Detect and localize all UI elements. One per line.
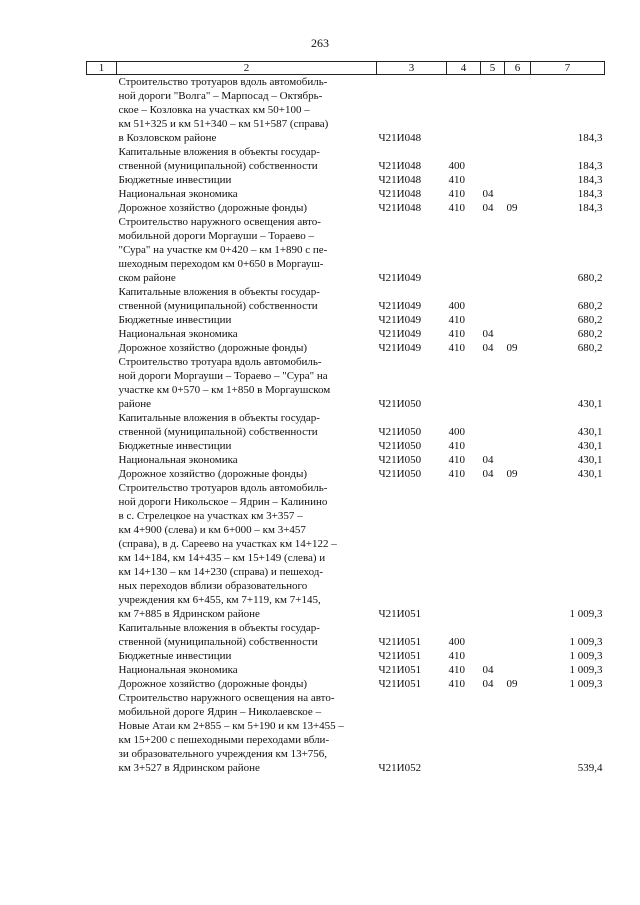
first-cell: [87, 341, 117, 355]
amount: 680,2: [577, 342, 603, 354]
subsection-code: [505, 411, 531, 439]
first-cell: [87, 215, 117, 285]
expense-type: [447, 215, 481, 285]
column-header-1: 1: [87, 62, 117, 75]
item-name: Национальная экономика: [118, 454, 238, 466]
subsection-code: [505, 649, 531, 663]
table-row: [87, 215, 605, 285]
table-row: [87, 173, 605, 187]
amount: 1 009,3: [569, 664, 603, 676]
table-row: [87, 621, 605, 649]
first-cell: [87, 187, 117, 201]
first-cell: [87, 691, 117, 775]
table-row: [87, 327, 605, 341]
amount: 184,3: [577, 202, 603, 214]
subsection-code: 09: [506, 468, 518, 480]
section-code: [481, 649, 505, 663]
section-code: 04: [482, 454, 494, 466]
subsection-code: [505, 481, 531, 621]
table-header-row: [87, 62, 605, 75]
expense-type: 410: [448, 174, 465, 186]
expense-type: 410: [448, 202, 465, 214]
subsection-code: [505, 327, 531, 341]
amount: 184,3: [577, 160, 603, 172]
expense-type: 410: [448, 650, 465, 662]
item-name: Строительство наружного освещения на авто- мобильной дороге Ядрин – Николаевское – Новые Атаи км 2+855 – км 5+190 и км 13+455 – км 15+200 с пешеходными переходами вбли- зи образовательного учреждения км 13+756, км 3+527 в Ядринском районе: [118, 692, 344, 774]
item-name: Строительство тротуаров вдоль автомобиль- ной дороги Никольское – Ядрин – Калинино в с. Стрелецкое на участках км 3+357 – км 4+900 (слева) и км 6+000 – км 3+457 (справа), в д. Сареево на участках км 14+122 – км 14+184, км 14+435 – км 15+149 (слева) и км 14+130 – км 14+230 (справа) и пешеход- ных переходов вблизи образовательного учреждения км 6+455, км 7+119, км 7+145, км 7+885 в Ядринском районе: [118, 482, 337, 620]
section-code: 04: [482, 328, 494, 340]
subsection-code: [505, 691, 531, 775]
expense-type: 410: [448, 678, 465, 690]
subsection-code: 09: [506, 678, 518, 690]
item-name: Строительство тротуаров вдоль автомобиль- ной дороги "Волга" – Марпосад – Октябрь- ское – Козловка на участках км 50+100 – км 51+325 и км 51+340 – км 51+587 (справа) в Козловском районе: [118, 76, 329, 144]
subsection-code: [505, 453, 531, 467]
item-name: Дорожное хозяйство (дорожные фонды): [118, 468, 308, 480]
section-code: 04: [482, 188, 494, 200]
item-code: Ч21И051: [378, 678, 422, 690]
first-cell: [87, 453, 117, 467]
section-code: [481, 145, 505, 173]
item-code: Ч21И051: [378, 650, 422, 662]
budget-table: [86, 61, 605, 775]
expense-type: 400: [448, 426, 465, 438]
column-header-3: 3: [377, 62, 447, 75]
item-name: Дорожное хозяйство (дорожные фонды): [118, 342, 308, 354]
item-name: Бюджетные инвестиции: [118, 440, 232, 452]
page-number: 263: [311, 36, 329, 50]
first-cell: [87, 327, 117, 341]
subsection-code: 09: [506, 202, 518, 214]
item-name: Строительство тротуара вдоль автомобиль- ной дороги Моргауши – Тораево – "Сура" на участке км 0+570 – км 1+850 в Моргаушском районе: [118, 356, 331, 410]
item-name: Бюджетные инвестиции: [118, 650, 232, 662]
item-code: Ч21И049: [378, 342, 422, 354]
column-header-4: 4: [447, 62, 481, 75]
amount: 430,1: [577, 426, 603, 438]
item-name: Капитальные вложения в объекты государ- ственной (муниципальной) собственности: [118, 622, 320, 648]
expense-type: 410: [448, 440, 465, 452]
first-cell: [87, 145, 117, 173]
section-code: [481, 75, 505, 146]
expense-type: [447, 481, 481, 621]
first-cell: [87, 285, 117, 313]
table-row: [87, 467, 605, 481]
section-code: 04: [482, 342, 494, 354]
amount: 1 009,3: [569, 650, 603, 662]
amount: 430,1: [577, 440, 603, 452]
first-cell: [87, 75, 117, 146]
subsection-code: [505, 621, 531, 649]
table-row: [87, 663, 605, 677]
section-code: [481, 173, 505, 187]
table-row: [87, 145, 605, 173]
item-code: Ч21И050: [378, 454, 422, 466]
expense-type: 400: [448, 636, 465, 648]
amount: 680,2: [577, 328, 603, 340]
subsection-code: [505, 285, 531, 313]
table-row: [87, 355, 605, 411]
item-code: Ч21И050: [378, 426, 422, 438]
item-name: Национальная экономика: [118, 328, 238, 340]
subsection-code: [505, 173, 531, 187]
section-code: [481, 481, 505, 621]
subsection-code: [505, 215, 531, 285]
amount: 430,1: [577, 454, 603, 466]
first-cell: [87, 677, 117, 691]
subsection-code: [505, 355, 531, 411]
section-code: [481, 439, 505, 453]
item-code: Ч21И049: [378, 272, 422, 284]
item-code: Ч21И051: [378, 636, 422, 648]
table-row: [87, 677, 605, 691]
first-cell: [87, 621, 117, 649]
item-name: Бюджетные инвестиции: [118, 174, 232, 186]
section-code: [481, 313, 505, 327]
item-name: Строительство наружного освещения авто- мобильной дороги Моргауши – Тораево – "Сура" на участке км 0+420 – км 1+890 с пе- шеходным переходом км 0+650 в Моргауш- ском районе: [118, 216, 328, 284]
expense-type: 410: [448, 328, 465, 340]
amount: 1 009,3: [569, 636, 603, 648]
section-code: 04: [482, 664, 494, 676]
table-row: [87, 411, 605, 439]
item-code: Ч21И051: [378, 664, 422, 676]
section-code: [481, 355, 505, 411]
item-code: Ч21И048: [378, 160, 422, 172]
item-code: Ч21И048: [378, 202, 422, 214]
table-row: [87, 75, 605, 146]
item-code: Ч21И049: [378, 314, 422, 326]
subsection-code: [505, 187, 531, 201]
table-row: [87, 691, 605, 775]
item-name: Бюджетные инвестиции: [118, 314, 232, 326]
amount: 680,2: [577, 314, 603, 326]
amount: 539,4: [577, 762, 603, 774]
section-code: [481, 215, 505, 285]
table-row: [87, 201, 605, 215]
section-code: [481, 691, 505, 775]
item-code: Ч21И048: [378, 174, 422, 186]
table-row: [87, 285, 605, 313]
table-row: [87, 481, 605, 621]
section-code: [481, 411, 505, 439]
first-cell: [87, 313, 117, 327]
item-code: Ч21И051: [378, 608, 422, 620]
section-code: 04: [482, 202, 494, 214]
section-code: [481, 285, 505, 313]
item-code: Ч21И048: [378, 132, 422, 144]
item-code: Ч21И050: [378, 398, 422, 410]
expense-type: [447, 355, 481, 411]
table-row: [87, 341, 605, 355]
section-code: 04: [482, 468, 494, 480]
column-header-6: 6: [505, 62, 531, 75]
item-name: Дорожное хозяйство (дорожные фонды): [118, 202, 308, 214]
amount: 680,2: [577, 272, 603, 284]
expense-type: [447, 691, 481, 775]
amount: 184,3: [577, 132, 603, 144]
subsection-code: [505, 439, 531, 453]
table-row: [87, 649, 605, 663]
item-code: Ч21И050: [378, 440, 422, 452]
item-name: Капитальные вложения в объекты государ- ственной (муниципальной) собственности: [118, 146, 320, 172]
expense-type: 410: [448, 454, 465, 466]
table-body: [87, 75, 605, 776]
item-code: Ч21И049: [378, 300, 422, 312]
amount: 430,1: [577, 468, 603, 480]
table-row: [87, 187, 605, 201]
first-cell: [87, 411, 117, 439]
first-cell: [87, 201, 117, 215]
amount: 1 009,3: [569, 678, 603, 690]
item-code: Ч21И052: [378, 762, 422, 774]
first-cell: [87, 649, 117, 663]
amount: 1 009,3: [569, 608, 603, 620]
amount: 680,2: [577, 300, 603, 312]
amount: 184,3: [577, 174, 603, 186]
column-header-5: 5: [481, 62, 505, 75]
expense-type: 410: [448, 468, 465, 480]
expense-type: 400: [448, 160, 465, 172]
section-code: [481, 621, 505, 649]
expense-type: 410: [448, 664, 465, 676]
item-code: Ч21И049: [378, 328, 422, 340]
subsection-code: [505, 313, 531, 327]
amount: 430,1: [577, 398, 603, 410]
expense-type: 410: [448, 188, 465, 200]
expense-type: [447, 75, 481, 146]
expense-type: 410: [448, 314, 465, 326]
section-code: 04: [482, 678, 494, 690]
column-header-7: 7: [531, 62, 605, 75]
expense-type: 400: [448, 300, 465, 312]
subsection-code: [505, 145, 531, 173]
table-row: [87, 453, 605, 467]
subsection-code: [505, 663, 531, 677]
item-name: Национальная экономика: [118, 664, 238, 676]
subsection-code: [505, 75, 531, 146]
table-row: [87, 439, 605, 453]
item-name: Капитальные вложения в объекты государ- ственной (муниципальной) собственности: [118, 286, 320, 312]
item-name: Дорожное хозяйство (дорожные фонды): [118, 678, 308, 690]
item-code: Ч21И050: [378, 468, 422, 480]
item-code: Ч21И048: [378, 188, 422, 200]
first-cell: [87, 355, 117, 411]
first-cell: [87, 173, 117, 187]
first-cell: [87, 439, 117, 453]
table-row: [87, 313, 605, 327]
item-name: Национальная экономика: [118, 188, 238, 200]
first-cell: [87, 467, 117, 481]
subsection-code: 09: [506, 342, 518, 354]
column-header-2: 2: [117, 62, 377, 75]
item-name: Капитальные вложения в объекты государ- ственной (муниципальной) собственности: [118, 412, 320, 438]
first-cell: [87, 663, 117, 677]
first-cell: [87, 481, 117, 621]
expense-type: 410: [448, 342, 465, 354]
amount: 184,3: [577, 188, 603, 200]
